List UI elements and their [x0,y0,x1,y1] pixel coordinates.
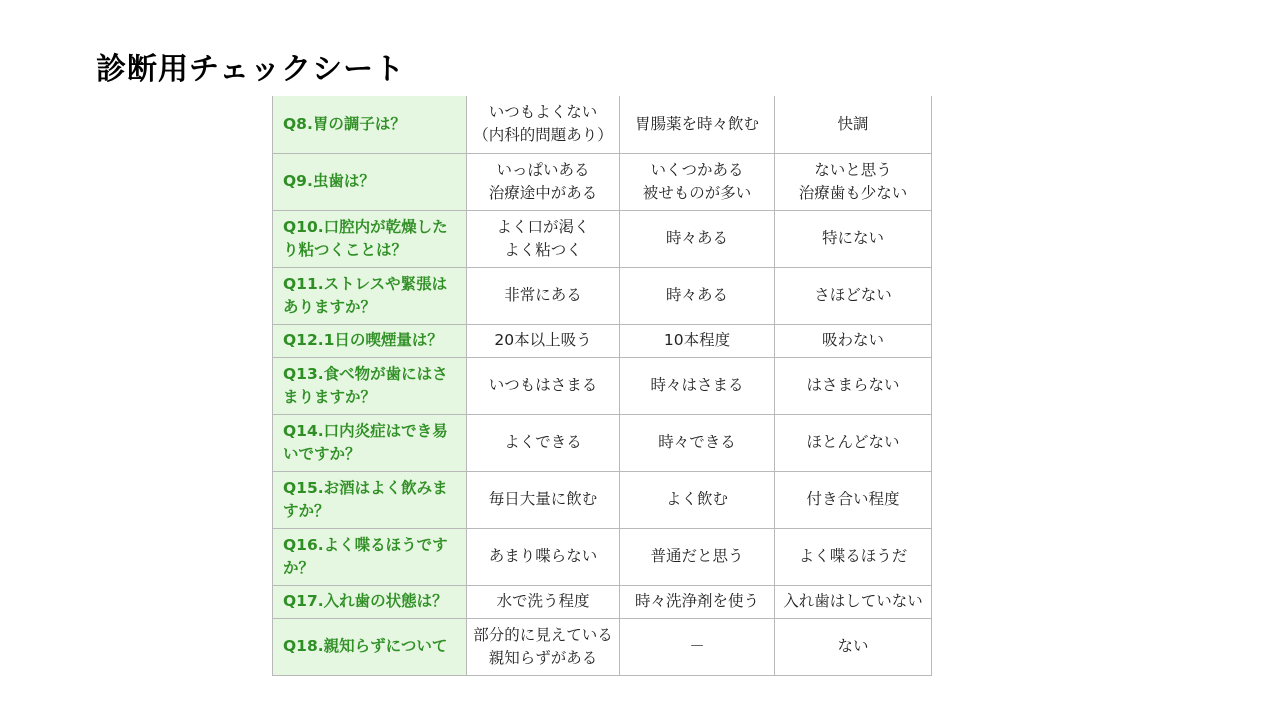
answer-cell-3: 付き合い程度 [775,471,932,528]
answer-cell-3: ない [775,618,932,675]
answer-cell-1: よくできる [467,414,620,471]
answer-cell-2: よく飲む [620,471,775,528]
answer-cell-1: 水で洗う程度 [467,585,620,618]
question-cell: Q16.よく喋るほうですか？ [273,528,467,585]
table-row [273,153,932,210]
answer-cell-1: 部分的に見えている親知らずがある [467,618,620,675]
table-row [273,96,932,153]
answer-cell-2: 胃腸薬を時々飲む [620,96,775,153]
answer-cell-2: 時々できる [620,414,775,471]
table-row [273,528,932,585]
answer-cell-2: いくつかある 被せものが多い [620,153,775,210]
answer-cell-3: さほどない [775,267,932,324]
answer-cell-3: 特にない [775,210,932,267]
answer-cell-2: 時々洗浄剤を使う [620,585,775,618]
answer-cell-2: 時々ある [620,210,775,267]
answer-cell-1: いっぱいある 治療途中がある [467,153,620,210]
question-cell: Q14.口内炎症はでき易いですか？ [273,414,467,471]
answer-cell-3: はさまらない [775,357,932,414]
table-row [273,267,932,324]
question-cell: Q11.ストレスや緊張はありますか？ [273,267,467,324]
table-row [273,357,932,414]
question-cell: Q12.1日の喫煙量は？ [273,324,467,357]
table-row [273,585,932,618]
answer-cell-1: 非常にある [467,267,620,324]
answer-cell-2: 普通だと思う [620,528,775,585]
answer-cell-1: いつもはさまる [467,357,620,414]
answer-cell-3: ほとんどない [775,414,932,471]
question-cell: Q8.胃の調子は？ [273,96,467,153]
answer-cell-2: － [620,618,775,675]
answer-cell-2: 時々はさまる [620,357,775,414]
answer-cell-3: よく喋るほうだ [775,528,932,585]
answer-cell-2: 10本程度 [620,324,775,357]
question-cell: Q17.入れ歯の状態は？ [273,585,467,618]
answer-cell-3: 吸わない [775,324,932,357]
question-cell: Q10.口腔内が乾燥したり粘つくことは？ [273,210,467,267]
table-row [273,324,932,357]
page-title: 診断用チェックシート [96,52,406,87]
answer-cell-2: 時々ある [620,267,775,324]
answer-cell-1: あまり喋らない [467,528,620,585]
checklist-table [272,96,932,676]
question-cell: Q9.虫歯は？ [273,153,467,210]
answer-cell-1: よく口が渇く よく粘つく [467,210,620,267]
table-row [273,414,932,471]
table-row [273,471,932,528]
answer-cell-3: 入れ歯はしていない [775,585,932,618]
table-row [273,618,932,675]
question-cell: Q15.お酒はよく飲みますか？ [273,471,467,528]
answer-cell-1: 毎日大量に飲む [467,471,620,528]
table-row [273,210,932,267]
answer-cell-1: 20本以上吸う [467,324,620,357]
answer-cell-1: いつもよくない （内科的問題あり） [467,96,620,153]
answer-cell-3: ないと思う 治療歯も少ない [775,153,932,210]
answer-cell-3: 快調 [775,96,932,153]
question-cell: Q18.親知らずについて [273,618,467,675]
question-cell: Q13.食べ物が歯にはさまりますか？ [273,357,467,414]
